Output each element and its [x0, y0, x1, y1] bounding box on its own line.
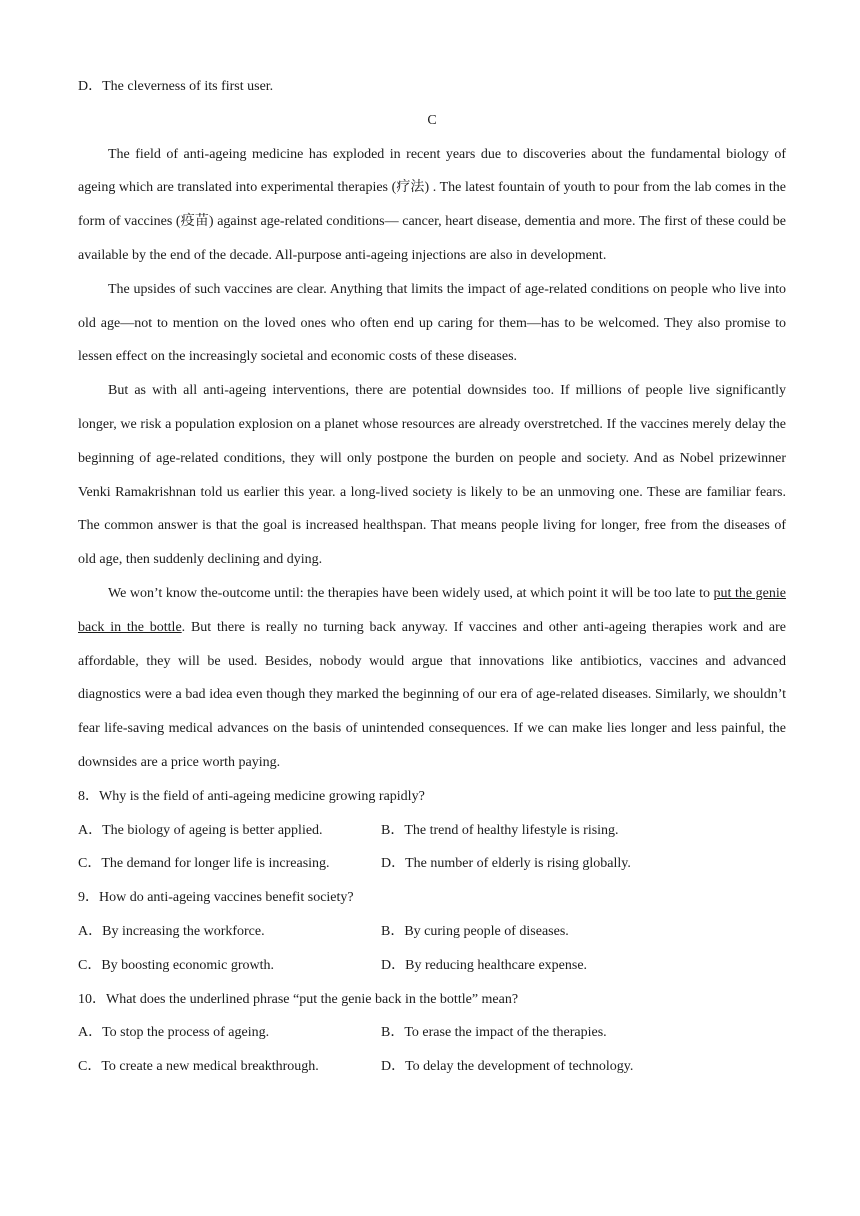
question-stem: 10．What does the underlined phrase “put the genie back in the bottle” mean?: [78, 991, 519, 1007]
question-stem: 9．How do anti-ageing vaccines benefit society?: [78, 890, 354, 906]
options-row: [78, 847, 786, 881]
option-c: C．The demand for longer life is increasing.: [78, 856, 330, 872]
passage-paragraph-4: [78, 577, 786, 780]
question-9: [78, 881, 786, 982]
options-row: [78, 915, 786, 949]
question-10: [78, 983, 786, 1084]
paragraph-4-text-start: We won’t know the-outcome until: the therapies have been widely used, at which point it will be too late to: [108, 585, 714, 601]
passage-paragraph-2: The upsides of such vaccines are clear. Anything that limits the impact of age-related conditions on people who live into old age—not to mention on the loved ones who often end up caring for them—has to be welcomed. They also promise to lessen effect on the increasingly societal and economic costs of these diseases.: [78, 281, 786, 365]
previous-question-option-d: D．The cleverness of its first user.: [78, 79, 274, 94]
option-a: A．To stop the process of ageing.: [78, 1025, 270, 1041]
passage-paragraph-3: But as with all anti-ageing interventions, there are potential downsides too. If millions of people live significantly longer, we risk a population explosion on a planet whose resources are already overstretched. If the vaccines merely delay the beginning of age-related conditions, they will only postpone the burden on people and society. And as Nobel prizewinner Venki Ramakrishnan told us earlier this year. a long-lived society is likely to be an unmoving one. These are familiar fears. The common answer is that the goal is increased healthspan. That means people living for longer, free from the diseases of old age, then suddenly declining and dying.: [78, 383, 786, 568]
option-b: B．To erase the impact of the therapies.: [381, 1025, 607, 1041]
question-stem: 8．Why is the field of anti-ageing medicine growing rapidly?: [78, 788, 425, 804]
option-d: D．The number of elderly is rising globally.: [381, 856, 631, 872]
option-b: B．By curing people of diseases.: [381, 923, 569, 939]
section-heading: C: [427, 112, 437, 128]
option-a: A．The biology of ageing is better applied.: [78, 822, 323, 838]
paragraph-4-text-end: . But there is really no turning back anyway. If vaccines and other anti-ageing therapies work and are affordable, they will be used. Besides, nobody would argue that innovations like antibiotics, vaccines and advanced diagnostics were a bad idea even though they marked the beginning of our era of age-related diseases. Similarly, we shouldn’t fear life-saving medical advances on the basis of unintended consequences. If we can make lies longer and less painful, the downsides are a price worth paying.: [78, 619, 786, 770]
option-c: C．By boosting economic growth.: [78, 957, 274, 973]
options-row: [78, 949, 786, 983]
option-a: A．By increasing the workforce.: [78, 923, 265, 939]
underlined-phrase: put the genie back in the bottle: [78, 585, 786, 635]
question-8: [78, 780, 786, 881]
option-d: D．By reducing healthcare expense.: [381, 957, 588, 973]
option-b: B．The trend of healthy lifestyle is rising.: [381, 822, 619, 838]
options-row: [78, 814, 786, 848]
options-row: [78, 1016, 786, 1050]
option-d: D．To delay the development of technology.: [381, 1059, 634, 1075]
options-row: [78, 1050, 786, 1084]
passage-paragraph-1: The field of anti-ageing medicine has exploded in recent years due to discoveries about the fundamental biology of ageing which are translated into experimental therapies (疗法) . The latest fountain of youth to pour from the lab comes in the form of vaccines (疫苗) against age-related conditions— cancer, heart disease, dementia and more. The first of these could be available by the end of the decade. All-purpose anti-ageing injections are also in development.: [78, 146, 786, 263]
option-c: C．To create a new medical breakthrough.: [78, 1059, 319, 1075]
